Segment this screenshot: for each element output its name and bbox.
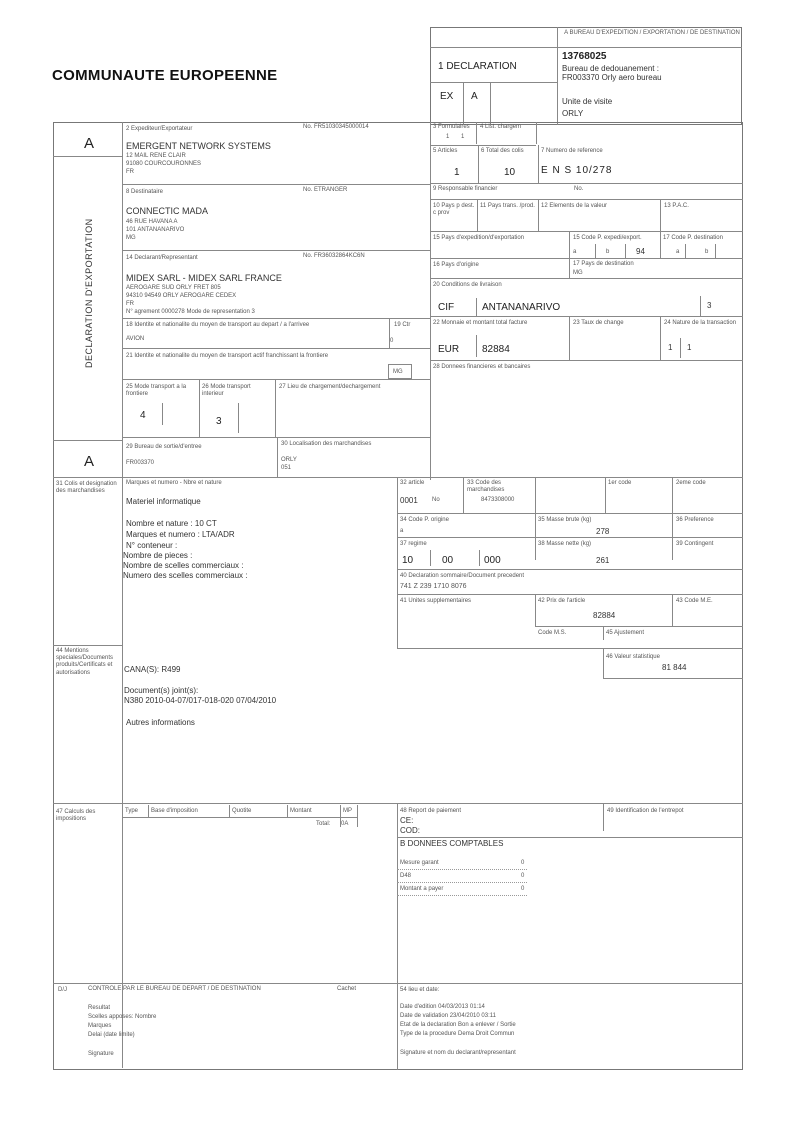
- box54-l1: Date d'edition 04/03/2013 01:14: [400, 1004, 485, 1010]
- box15-code-value: 94: [636, 247, 645, 256]
- declarant-agrement: N° agrement 0000278 Mode de representation 3: [126, 309, 255, 315]
- box21-value: MG: [393, 369, 403, 375]
- bureau-dedouanement-label: Bureau de dedouanement :: [562, 64, 659, 73]
- box47-total-label: Total:: [316, 821, 331, 827]
- decl-ex: EX: [440, 91, 454, 102]
- box14-label: 14 Declarant/Representant: [126, 255, 198, 261]
- box30-label: 30 Localisation des marchandises: [281, 441, 372, 447]
- exportateur-line3: FR: [126, 169, 134, 175]
- cachet-label: Cachet: [337, 986, 357, 992]
- box30-v1: ORLY: [281, 457, 297, 463]
- box32-value: 0001: [400, 496, 418, 505]
- box48-cod: COD:: [400, 826, 420, 835]
- controle-r3: Marques: [88, 1023, 112, 1029]
- boxB-r1v: 0: [521, 860, 525, 866]
- goods-line5: Nombre de pieces :: [123, 551, 193, 560]
- box44-autres: Autres informations: [126, 718, 195, 727]
- box44-cana: CANA(S): R499: [124, 665, 181, 674]
- box33-col3: 2eme code: [676, 480, 706, 486]
- box3-label: 3 Formulaires: [433, 124, 470, 130]
- box20-label: 20 Conditions de livraison: [433, 282, 502, 288]
- box54-l5: Signature et nom du declarant/representant: [400, 1050, 516, 1056]
- boxB-r3: Montant a payer: [400, 886, 444, 892]
- exportateur-line1: 12 MAIL RENE CLAIR: [126, 153, 186, 159]
- box7-label: 7 Numero de reference: [541, 148, 603, 154]
- box2-no: No. FR51030345000014: [303, 124, 369, 130]
- box8-no: No. ETRANGER: [303, 187, 348, 193]
- box20-code: 3: [707, 301, 712, 310]
- box17-b: b: [705, 249, 709, 255]
- box31-header: Marques et numero - Nbre et nature: [126, 480, 222, 486]
- box33-value: 8473308000: [481, 497, 515, 503]
- form-frame: [53, 122, 743, 1070]
- box26-value: 3: [216, 416, 222, 427]
- box37-v3: 000: [484, 555, 501, 566]
- box46-label: 46 Valeur statistique: [606, 654, 660, 660]
- box43-label: 43 Code M.E.: [676, 598, 713, 604]
- box37-label: 37 regime: [400, 541, 427, 547]
- box48-ce: CE:: [400, 816, 414, 825]
- goods-line4: N° conteneur :: [126, 541, 178, 550]
- box36-label: 36 Preference: [676, 517, 714, 523]
- box24-label: 24 Nature de la transaction: [664, 320, 737, 326]
- box5-label: 5 Articles: [433, 148, 458, 154]
- box6-label: 6 Total des colis: [481, 148, 524, 154]
- box54-l3: Etat de la declaration Bon a enlever / Sortie: [400, 1022, 516, 1028]
- box20-place: ANTANANARIVO: [482, 302, 561, 313]
- code-ms-label: Code M.S.: [538, 630, 567, 636]
- box54-l2: Date de validation 23/04/2010 03:11: [400, 1013, 496, 1019]
- box25-label: 25 Mode transport a la frontiere: [126, 384, 187, 398]
- declarant-line1: AEROGARE SUD ORLY FRET 805: [126, 285, 221, 291]
- box54-l4: Type de la procedure Dema Droit Commun: [400, 1031, 515, 1037]
- box29-label: 29 Bureau de sortie/d'entree: [126, 444, 202, 450]
- declarant-line2: 94310 94549 ORLY AEROGARE CEDEX: [126, 293, 237, 299]
- box2-label: 2 Expediteur/Exportateur: [126, 126, 193, 132]
- box20-incoterm: CIF: [438, 302, 455, 313]
- box28-label: 28 Donnees financieres et bancaires: [433, 364, 531, 370]
- box48-label: 48 Report de paiement: [400, 808, 462, 814]
- box29-value: FR003370: [126, 460, 155, 466]
- unite-visite-value: ORLY: [562, 109, 584, 118]
- box10-label: 10 Pays p dest. c prov: [433, 203, 475, 217]
- box22-currency: EUR: [438, 344, 460, 355]
- unite-visite-label: Unite de visite: [562, 97, 613, 106]
- box3-v2: 1: [461, 134, 465, 140]
- box17-label: 17 Pays de destination: [573, 261, 634, 267]
- controle-r4: Delai (date limite): [88, 1032, 135, 1038]
- box18-value: AVION: [126, 336, 145, 342]
- box32-no: No: [432, 497, 440, 503]
- dj-label: D/J: [58, 987, 67, 993]
- box40-label: 40 Declaration sommaire/Document precedent: [400, 573, 525, 579]
- box9-label: 9 Responsable financier: [433, 186, 498, 192]
- box15-code-label: 15 Code P. expedi/export.: [573, 235, 642, 241]
- box46-value: 81 844: [662, 663, 687, 672]
- box41-label: 41 Unites supplementaires: [400, 598, 472, 604]
- box8-label: 8 Destinataire: [126, 189, 164, 195]
- box12-label: 12 Elements de la valeur: [541, 203, 608, 209]
- box17-a: a: [676, 249, 680, 255]
- exportateur-line2: 91080 COURCOURONNES: [126, 161, 202, 167]
- controle-r5: Signature: [88, 1051, 114, 1057]
- box19-label: 19 Ctr: [394, 322, 411, 328]
- decl-a: A: [471, 91, 478, 102]
- letter-a-bottom: A: [84, 453, 95, 470]
- box34-label: 34 Code P. origine: [400, 517, 449, 523]
- box24-v1: 1: [668, 343, 673, 352]
- box47-type: Type: [125, 808, 139, 814]
- goods-line1: Materiel informatique: [126, 497, 201, 506]
- box17-value: MG: [573, 270, 583, 276]
- controle-r2: Scelles apposes: Nombre: [88, 1014, 157, 1020]
- box32-label: 32 article: [400, 480, 425, 486]
- box26-label: 26 Mode transport interieur: [202, 384, 251, 398]
- box47-montant: Montant: [290, 808, 312, 814]
- box19-value: 0: [390, 338, 394, 344]
- destinataire-name: CONNECTIC MADA: [126, 206, 209, 216]
- box40-value: 741 Z 239 1710 8076: [400, 583, 467, 590]
- box47-total-value: 0A: [341, 821, 349, 827]
- goods-line2: Nombre et nature : 10 CT: [126, 519, 217, 528]
- box44-docs-label: Document(s) joint(s):: [124, 686, 199, 695]
- box13-label: 13 P.A.C.: [664, 203, 689, 209]
- box33-label: 33 Code des marchandises: [467, 480, 505, 494]
- box33-col2: 1er code: [608, 480, 632, 486]
- box15-label: 15 Pays d'expedition/d'exportation: [433, 235, 525, 241]
- box49-label: 49 Identification de l'entrepot: [607, 808, 684, 814]
- box44-label: 44 Mentions speciales/Documents produits/Certificats et autorisations: [56, 648, 114, 676]
- box42-value: 82884: [593, 611, 616, 620]
- declaration-label: 1 DECLARATION: [438, 61, 517, 72]
- boxB-r3v: 0: [521, 886, 525, 892]
- box47-mp: MP: [343, 808, 352, 814]
- box35-label: 35 Masse brute (kg): [538, 517, 592, 523]
- box16-label: 16 Pays d'origine: [433, 262, 479, 268]
- box38-value: 261: [596, 556, 610, 565]
- boxB-r2v: 0: [521, 873, 525, 879]
- box17-code-label: 17 Code P. destination: [663, 235, 723, 241]
- box4-label: 4 List. chargem: [480, 124, 522, 130]
- box47-quotite: Quotite: [232, 808, 252, 814]
- box23-label: 23 Taux de change: [573, 320, 624, 326]
- box3-v1: 1: [446, 134, 450, 140]
- controle-label: CONTROLE PAR LE BUREAU DE DEPART / DE DESTINATION: [88, 986, 261, 992]
- ref-number: 13768025: [562, 51, 607, 62]
- destinataire-line2: 101 ANTANANARIVO: [126, 227, 185, 233]
- box31-label: 31 Colis et designation des marchandises: [56, 481, 117, 495]
- controle-r1: Resultat: [88, 1005, 111, 1011]
- box47-base: Base d'imposition: [151, 808, 198, 814]
- box14-no: No. FR36032864KC6N: [303, 253, 365, 259]
- box47-label: 47 Calculs des impositions: [56, 809, 96, 823]
- boxB-r2: D48: [400, 873, 412, 879]
- box6-value: 10: [504, 167, 516, 178]
- destinataire-line1: 46 RUE HAVANA A: [126, 219, 178, 225]
- box15-a: a: [573, 249, 577, 255]
- box18-label: 18 Identite et nationalite du moyen de transport au depart / a l'arrivee: [126, 322, 310, 328]
- boxB-r1: Mesure garant: [400, 860, 439, 866]
- box35-value: 278: [596, 527, 610, 536]
- bureau-label: A BUREAU D'EXPEDITION / EXPORTATION / DE DESTINATION: [564, 30, 740, 36]
- goods-line6: Nombre de scelles commerciaux :: [123, 561, 244, 570]
- destinataire-line3: MG: [126, 235, 136, 241]
- letter-a-top: A: [84, 135, 95, 152]
- form-title: COMMUNAUTE EUROPEENNE: [52, 67, 278, 84]
- box11-label: 11 Pays trans. /prod.: [480, 203, 535, 209]
- box21-label: 21 Identite et nationalite du moyen de transport actif franchissant la frontiere: [126, 353, 329, 359]
- box22-amount: 82884: [482, 344, 510, 355]
- goods-line7: Numero des scelles commerciaux :: [123, 571, 248, 580]
- box22-label: 22 Monnaie et montant total facture: [433, 320, 528, 326]
- box27-label: 27 Lieu de chargement/dechargement: [279, 384, 381, 390]
- box24-v2: 1: [687, 343, 692, 352]
- box7-value: E N S 10/278: [541, 165, 613, 176]
- box44-docs-value: N380 2010-04-07/017-018-020 07/04/2010: [124, 696, 277, 705]
- bureau-code: FR003370 Orly aero bureau: [562, 73, 662, 82]
- box5-value: 1: [454, 167, 460, 178]
- box37-v2: 00: [442, 555, 454, 566]
- declarant-name: MIDEX SARL - MIDEX SARL FRANCE: [126, 273, 282, 283]
- exportateur-name: EMERGENT NETWORK SYSTEMS: [126, 141, 271, 151]
- box37-v1: 10: [402, 555, 414, 566]
- declarant-line3: FR: [126, 301, 134, 307]
- vertical-declaration-label: DECLARATION D'EXPORTATION: [84, 218, 94, 368]
- box54-label: 54 lieu et date:: [400, 987, 440, 993]
- box34-a: a: [400, 528, 404, 534]
- box45-label: 45 Ajustement: [606, 630, 645, 636]
- box25-value: 4: [140, 410, 146, 421]
- box39-label: 39 Contingent: [676, 541, 714, 547]
- box15-b: b: [606, 249, 610, 255]
- box9-no: No.: [574, 186, 584, 192]
- boxB-label: B DONNEES COMPTABLES: [400, 839, 504, 848]
- box42-label: 42 Prix de l'article: [538, 598, 586, 604]
- box38-label: 38 Masse nette (kg): [538, 541, 592, 547]
- box30-v2: 051: [281, 465, 292, 471]
- goods-line3: Marques et numero : LTA/ADR: [126, 530, 235, 539]
